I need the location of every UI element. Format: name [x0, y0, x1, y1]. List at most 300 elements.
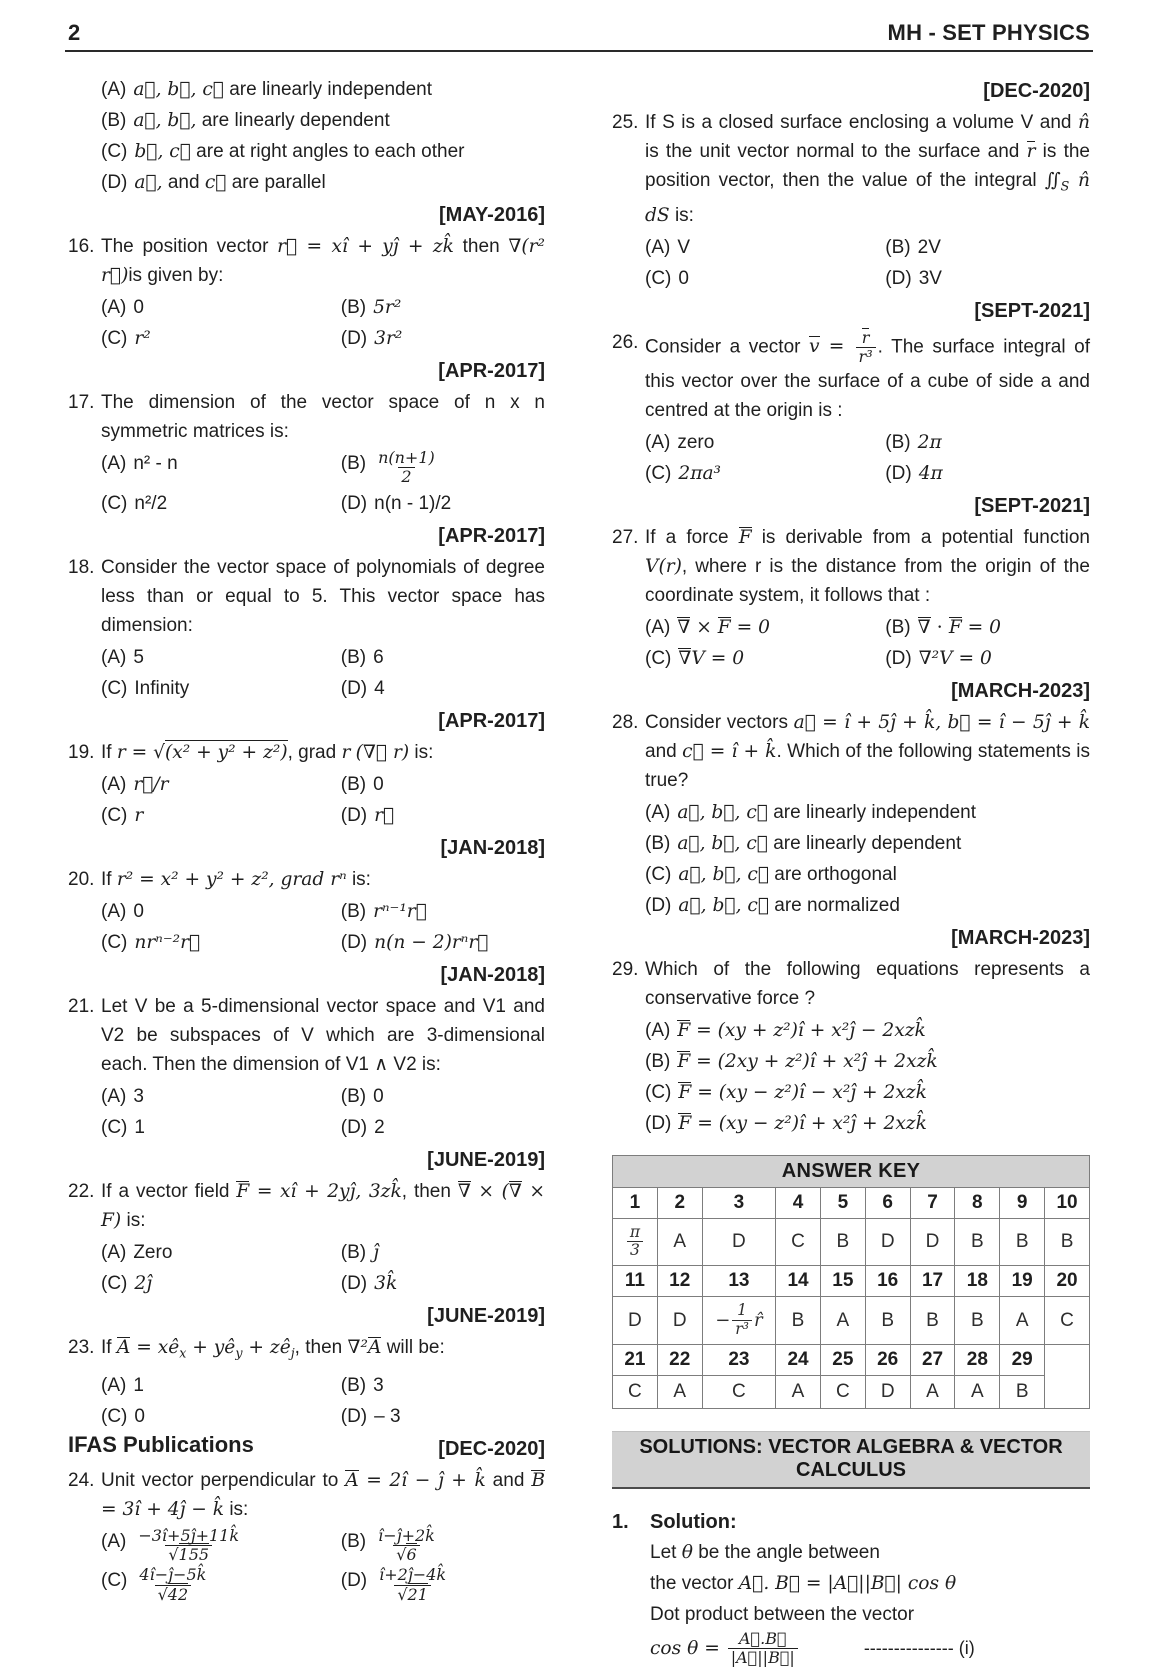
option — [101, 448, 341, 488]
option — [101, 769, 341, 800]
options-grid — [645, 232, 1090, 294]
option-text: ∇²V = 0 — [918, 647, 992, 669]
option-label: (A) — [101, 297, 127, 318]
options-grid — [101, 448, 545, 519]
question — [68, 232, 545, 354]
answer-key-cell: B — [1045, 1218, 1090, 1266]
page-title: MH - SET PHYSICS — [887, 20, 1090, 45]
question-body — [645, 328, 1090, 489]
option — [885, 612, 1090, 643]
answer-key-cell: 27 — [910, 1344, 955, 1375]
option-label: (C) — [101, 804, 128, 826]
option-text: nrⁿ⁻²r⃗ — [134, 931, 201, 953]
option — [645, 890, 1090, 921]
option — [341, 769, 545, 800]
session-tag: [MAY-2016] — [439, 204, 545, 226]
answer-key-cell: B — [1000, 1218, 1045, 1266]
option-label: (A) — [101, 1241, 127, 1263]
solutions-header: SOLUTIONS: VECTOR ALGEBRA & VECTOR CALCULUS — [612, 1431, 1090, 1489]
option — [341, 896, 545, 927]
question-text: Unit vector perpendicular to A = 2î − ĵ + k̂ and B = 3î + 4ĵ − k̂ is: — [101, 1469, 546, 1520]
answer-key-cell: D — [702, 1218, 775, 1266]
question-body — [101, 232, 545, 354]
option — [341, 673, 545, 704]
question — [612, 108, 1090, 294]
option-label: (D) — [645, 1112, 672, 1134]
answer-key-row — [613, 1344, 1090, 1375]
option-text: $\frac{-3î+5ĵ+11k̂}{√155}$ — [138, 1525, 240, 1564]
solution-number: 1. — [612, 1510, 629, 1533]
answer-key-cell — [1045, 1344, 1090, 1408]
option — [101, 673, 341, 704]
option-label: (A) — [101, 646, 127, 668]
option-label: (B) — [885, 431, 911, 453]
option-label: (B) — [340, 1374, 367, 1396]
question-number: 17. — [68, 392, 95, 413]
option — [101, 1565, 341, 1605]
option — [101, 136, 545, 167]
option-text: a⃗, b⃗, c⃗ are normalized — [678, 894, 900, 916]
session-tag: [DEC-2020] — [438, 1437, 545, 1460]
option-label: (D) — [340, 677, 368, 699]
session-tag: [JAN-2018] — [440, 836, 545, 859]
option-label: (C) — [645, 863, 672, 885]
answer-key-cell: 10 — [1045, 1187, 1090, 1218]
option-text: r² — [134, 328, 151, 349]
option-text: n(n - 1)/2 — [374, 492, 452, 514]
option — [101, 1268, 341, 1299]
session-tag: [SEPT-2021] — [974, 494, 1090, 517]
question-text: Which of the following equations represents a conservative force ? — [645, 958, 1090, 1009]
option-text: 0 — [133, 900, 144, 922]
option — [101, 74, 545, 105]
question-text: The dimension of the vector space of n x n symmetric matrices is: — [101, 392, 545, 442]
question-number: 27. — [612, 526, 639, 548]
option — [645, 1108, 1090, 1139]
question-number: 24. — [68, 1469, 95, 1491]
answer-key-row — [613, 1297, 1090, 1345]
option-text: 3r² — [374, 328, 403, 349]
option-text: 5 — [133, 646, 144, 668]
answer-key-cell: $\frac{\pi}{3}$ — [613, 1218, 658, 1266]
option-label: (B) — [340, 453, 367, 474]
option — [341, 488, 545, 519]
option — [645, 263, 885, 294]
option-text: 1 — [133, 1374, 144, 1396]
option-text: ĵ — [373, 1241, 379, 1263]
option-text: 3V — [918, 267, 942, 289]
option-label: (B) — [885, 616, 911, 638]
solution-body — [650, 1507, 1090, 1668]
question-text: Consider the vector space of polynomials of degree less than or equal to 5. This vector space has dimension: — [101, 556, 545, 636]
question-text: If $A = xê_x$ + $yê_y$ + $zê_j$, then ∇²A will be: — [101, 1336, 445, 1361]
session-tag: [APR-2017] — [438, 524, 545, 547]
option-text: 0 — [678, 267, 689, 289]
option — [645, 797, 1090, 828]
question-text: If a force F is derivable from a potential function V(r), where r is the distance from the origin of the coordinate system, it follows that : — [645, 526, 1091, 606]
option-text: n²/2 — [134, 492, 168, 514]
answer-key-cell: C — [820, 1375, 865, 1408]
option — [341, 927, 545, 958]
option — [645, 232, 885, 263]
session-tag: [JAN-2018] — [440, 963, 545, 986]
option — [101, 1401, 341, 1432]
option — [645, 458, 885, 489]
option-label: (D) — [340, 492, 368, 514]
option-text: 6 — [373, 646, 384, 668]
option-text: 0 — [373, 773, 384, 795]
option-label: (C) — [101, 931, 128, 953]
answer-key-table — [612, 1155, 1090, 1409]
answer-key-cell: 4 — [776, 1187, 821, 1218]
option-text: n² - n — [133, 453, 178, 474]
question — [68, 738, 545, 831]
session-tag: [JUNE-2019] — [427, 1148, 545, 1171]
option-label: (A) — [101, 1374, 127, 1396]
option — [645, 612, 885, 643]
option-label: (C) — [101, 141, 128, 162]
option-text: 5r² — [373, 297, 402, 318]
option-label: (B) — [340, 646, 367, 668]
option — [101, 1370, 341, 1401]
option-label: (A) — [645, 616, 671, 638]
question — [68, 992, 545, 1143]
option — [341, 448, 545, 488]
question-number: 28. — [612, 711, 639, 733]
answer-key-cell: 3 — [702, 1187, 775, 1218]
option-label: (D) — [340, 1570, 368, 1592]
option-label: (D) — [885, 267, 912, 289]
answer-key-cell: B — [1000, 1375, 1045, 1408]
answer-key-cell: A — [657, 1218, 702, 1266]
question-body — [101, 1177, 545, 1299]
option — [101, 292, 341, 323]
option-text: – 3 — [374, 1405, 401, 1427]
option-label: (C) — [101, 677, 128, 699]
question — [68, 553, 545, 704]
option-label: (B) — [645, 832, 671, 854]
option-text: $\frac{4î-ĵ-5k̂}{√42}$ — [139, 1565, 207, 1604]
option-label: (A) — [645, 236, 671, 258]
question-body — [645, 708, 1090, 921]
session-tag: [DEC-2020] — [983, 80, 1090, 102]
question-body — [101, 1466, 545, 1606]
question-text: If r² = x² + y² + z², grad rⁿ is: — [101, 868, 371, 890]
option-text: r — [134, 804, 144, 826]
option-label: (A) — [101, 79, 127, 100]
question — [68, 388, 545, 519]
option-text: 3 — [133, 1085, 144, 1107]
question-number: 29. — [612, 958, 639, 980]
question — [68, 865, 545, 958]
option-text: V — [677, 236, 691, 258]
option-label: (C) — [645, 647, 672, 669]
answer-key-cell: B — [910, 1297, 955, 1345]
answer-key-cell: A — [910, 1375, 955, 1408]
option — [645, 427, 885, 458]
options-grid — [101, 1237, 545, 1299]
option-text: a⃗, b⃗, c⃗ are linearly independent — [677, 801, 977, 823]
page-number: 2 — [68, 20, 81, 45]
option-label: (D) — [340, 1405, 368, 1427]
option-label: (C) — [101, 492, 128, 514]
answer-key-cell: A — [955, 1375, 1000, 1408]
options-grid — [101, 1081, 545, 1143]
option-label: (D) — [885, 647, 912, 669]
options-grid — [645, 1015, 1090, 1139]
answer-key-cell: B — [865, 1297, 910, 1345]
option-label: (D) — [101, 172, 128, 193]
option — [645, 1046, 1090, 1077]
option — [101, 642, 341, 673]
options-grid — [645, 797, 1090, 921]
answer-key-cell: D — [865, 1375, 910, 1408]
option-text: F = (2xy + z²)î + x²ĵ + 2xzk̂ — [677, 1050, 938, 1072]
solution-line: cos θ = $\frac{A⃗.B⃗}{|A⃗||B⃗|}$ --------------- (i) — [650, 1628, 975, 1668]
answer-key-cell: D — [613, 1297, 658, 1345]
options-grid — [101, 769, 545, 831]
option-label: (C) — [645, 462, 672, 484]
question-text: Let V be a 5-dimensional vector space and V1 and V2 be subspaces of V which are 3-dimensional each. Then the dimension of V1 ∧ V2 is: — [101, 995, 545, 1075]
question — [612, 523, 1090, 674]
option-text: a⃗, b⃗, c⃗ are orthogonal — [678, 863, 897, 885]
option — [341, 1526, 545, 1566]
option-text: Infinity — [134, 677, 190, 699]
option — [645, 1077, 1090, 1108]
option-text: a⃗, b⃗, c⃗ are linearly dependent — [677, 832, 962, 854]
option-text: 2V — [917, 236, 941, 258]
answer-key-cell: 14 — [776, 1266, 821, 1297]
answer-key-cell: C — [702, 1375, 775, 1408]
option — [885, 643, 1090, 674]
option-label: (A) — [645, 431, 671, 453]
option-label: (D) — [340, 1116, 368, 1138]
answer-key-cell: B — [955, 1218, 1000, 1266]
answer-key-cell: 5 — [820, 1187, 865, 1218]
option-text: rⁿ⁻¹r⃗ — [373, 900, 427, 922]
option-text: r⃗ — [374, 804, 395, 826]
option-label: (C) — [101, 1570, 128, 1592]
option — [341, 323, 545, 354]
answer-key-cell: 13 — [702, 1266, 775, 1297]
question-text: If r = √(x² + y² + z²), grad r (∇⃗ r) is: — [101, 741, 434, 763]
left-column — [68, 74, 545, 1668]
option-label: (B) — [340, 1241, 367, 1263]
option — [341, 642, 545, 673]
option — [341, 1401, 545, 1432]
option — [341, 1237, 545, 1268]
right-column — [612, 74, 1090, 1668]
option-text: ∇ × F = 0 — [677, 616, 770, 638]
session-tag: [SEPT-2021] — [974, 299, 1090, 322]
option-label: (D) — [885, 462, 912, 484]
option-text: 3k̂ — [374, 1272, 398, 1294]
option-text: Zero — [133, 1241, 173, 1263]
solution-line: Dot product between the vector — [650, 1603, 915, 1625]
answer-key-cell: B — [820, 1218, 865, 1266]
question-text: If a vector field F = xî + 2yĵ, 3zk̂, then ∇ × (∇ × F) is: — [101, 1180, 545, 1231]
option-label: (B) — [340, 297, 367, 318]
option — [101, 1237, 341, 1268]
option-text: 3 — [373, 1374, 384, 1396]
option-label: (A) — [101, 900, 127, 922]
option-label: (B) — [645, 1050, 671, 1072]
option-text: a⃗, b⃗, are linearly dependent — [133, 110, 390, 131]
option — [101, 800, 341, 831]
answer-key-cell: 17 — [910, 1266, 955, 1297]
question-number: 16. — [68, 236, 95, 257]
question-number: 18. — [68, 556, 95, 578]
question-body — [101, 388, 545, 519]
option-text: $\frac{n(n+1)}{2}$ — [378, 448, 435, 487]
answer-key-cell: 9 — [1000, 1187, 1045, 1218]
option-text: 4 — [374, 677, 385, 699]
option-text: a⃗, and c⃗ are parallel — [134, 172, 326, 193]
question-body — [101, 553, 545, 704]
answer-key-title-row — [613, 1155, 1090, 1187]
question-number: 23. — [68, 1336, 95, 1358]
option — [341, 800, 545, 831]
answer-key-cell: 8 — [955, 1187, 1000, 1218]
option — [645, 828, 1090, 859]
answer-key-row — [613, 1218, 1090, 1266]
option — [645, 643, 885, 674]
option-text: 2ĵ — [134, 1272, 153, 1294]
option-text: F = (xy − z²)î − x²ĵ + 2xzk̂ — [678, 1081, 927, 1103]
option — [885, 427, 1090, 458]
question-body — [645, 523, 1090, 674]
answer-key-cell: 12 — [657, 1266, 702, 1297]
option — [341, 1268, 545, 1299]
answer-key-title: ANSWER KEY — [613, 1155, 1090, 1187]
session-tag: [JUNE-2019] — [427, 1304, 545, 1327]
option — [341, 292, 545, 323]
option-text: b⃗, c⃗ are at right angles to each other — [134, 141, 465, 162]
answer-key-cell: 24 — [776, 1344, 821, 1375]
solution-line: Let θ be the angle between — [650, 1541, 880, 1563]
question-text: Consider vectors a⃗ = î + 5ĵ + k̂, b⃗ = î − 5ĵ + k̂ and c⃗ = î + k̂. Which of the following statements is true? — [645, 711, 1090, 791]
option-label: (D) — [645, 894, 672, 916]
option-text: 4π — [918, 462, 943, 484]
option — [885, 458, 1090, 489]
answer-key-row — [613, 1266, 1090, 1297]
option-text: $\frac{î-ĵ+2k̂}{√6}$ — [378, 1525, 435, 1564]
option-label: (C) — [101, 1116, 128, 1138]
solution-item — [612, 1507, 1090, 1668]
question-text: Consider a vector v = $\frac{r}{\text{r³}}$ . The surface integral of this vector over the surface of a cube of side a and centred at the origin is : — [645, 327, 1090, 421]
answer-key-cell: 6 — [865, 1187, 910, 1218]
content-columns — [0, 52, 1159, 1668]
option-label: (B) — [340, 773, 367, 795]
answer-key-cell: 7 — [910, 1187, 955, 1218]
page-header — [0, 0, 1159, 50]
question-number: 26. — [612, 331, 639, 353]
option — [101, 323, 341, 354]
option-text: F = (xy − z²)î + x²ĵ + 2xzk̂ — [678, 1112, 927, 1134]
option-label: (C) — [101, 328, 128, 349]
option-label: (A) — [101, 453, 127, 474]
option-text: 2πa³ — [678, 462, 722, 484]
question-number: 19. — [68, 741, 95, 763]
option — [101, 1081, 341, 1112]
answer-key-cell: 26 — [865, 1344, 910, 1375]
answer-key-row — [613, 1375, 1090, 1408]
option-label: (D) — [340, 931, 368, 953]
options-grid — [101, 292, 545, 354]
options-grid — [645, 612, 1090, 674]
question-body — [645, 955, 1090, 1139]
answer-key-cell: 21 — [613, 1344, 658, 1375]
session-tag: [APR-2017] — [438, 360, 545, 382]
answer-key-cell: 16 — [865, 1266, 910, 1297]
question-number: 22. — [68, 1180, 95, 1202]
option-label: (A) — [101, 773, 127, 795]
question — [68, 1466, 545, 1606]
session-tag: [MARCH-2023] — [951, 679, 1090, 702]
option-text: 1 — [134, 1116, 145, 1138]
answer-key-cell: D — [910, 1218, 955, 1266]
option-text: ∇ ⋅ F = 0 — [917, 616, 1002, 638]
option-text: 0 — [134, 1405, 145, 1427]
answer-key-cell: C — [1045, 1297, 1090, 1345]
answer-key-cell: B — [776, 1297, 821, 1345]
option — [101, 488, 341, 519]
option — [645, 859, 1090, 890]
question — [68, 1333, 545, 1432]
options-grid — [101, 642, 545, 704]
option-label: (D) — [340, 328, 368, 349]
question-body — [101, 738, 545, 831]
option-text: a⃗, b⃗, c⃗ are linearly independent — [133, 79, 433, 100]
answer-key-cell: C — [776, 1218, 821, 1266]
options-grid — [101, 74, 545, 198]
option-label: (A) — [645, 1019, 671, 1041]
option-label: (A) — [101, 1530, 127, 1552]
option — [645, 1015, 1090, 1046]
option — [341, 1081, 545, 1112]
answer-key-cell: A — [657, 1375, 702, 1408]
options-grid — [101, 1526, 545, 1606]
option-label: (A) — [645, 801, 671, 823]
option — [341, 1565, 545, 1605]
question — [68, 1177, 545, 1299]
solution-line: the vector A⃗. B⃗ = |A⃗||B⃗| cos θ — [650, 1572, 957, 1594]
question-number: 20. — [68, 868, 95, 890]
answer-key-cell: 1 — [613, 1187, 658, 1218]
question-number: 25. — [612, 112, 639, 133]
option-label: (C) — [101, 1405, 128, 1427]
answer-key-cell: 29 — [1000, 1344, 1045, 1375]
option-text: 2 — [374, 1116, 385, 1138]
question — [612, 955, 1090, 1139]
answer-key-cell: A — [820, 1297, 865, 1345]
answer-key-cell: − $\frac{1}{\text{r³}}$ r̂ — [702, 1297, 775, 1345]
answer-key-cell: A — [1000, 1297, 1045, 1345]
option — [101, 105, 545, 136]
question-body — [645, 108, 1090, 294]
option-label: (C) — [645, 1081, 672, 1103]
answer-key-cell: 20 — [1045, 1266, 1090, 1297]
publisher-name: IFAS Publications — [68, 1432, 254, 1457]
answer-key-cell: 22 — [657, 1344, 702, 1375]
option — [101, 927, 341, 958]
answer-key-cell: A — [776, 1375, 821, 1408]
answer-key-cell: 18 — [955, 1266, 1000, 1297]
question-number: 21. — [68, 995, 95, 1017]
answer-key-cell: 23 — [702, 1344, 775, 1375]
question — [612, 328, 1090, 489]
answer-key-row — [613, 1187, 1090, 1218]
